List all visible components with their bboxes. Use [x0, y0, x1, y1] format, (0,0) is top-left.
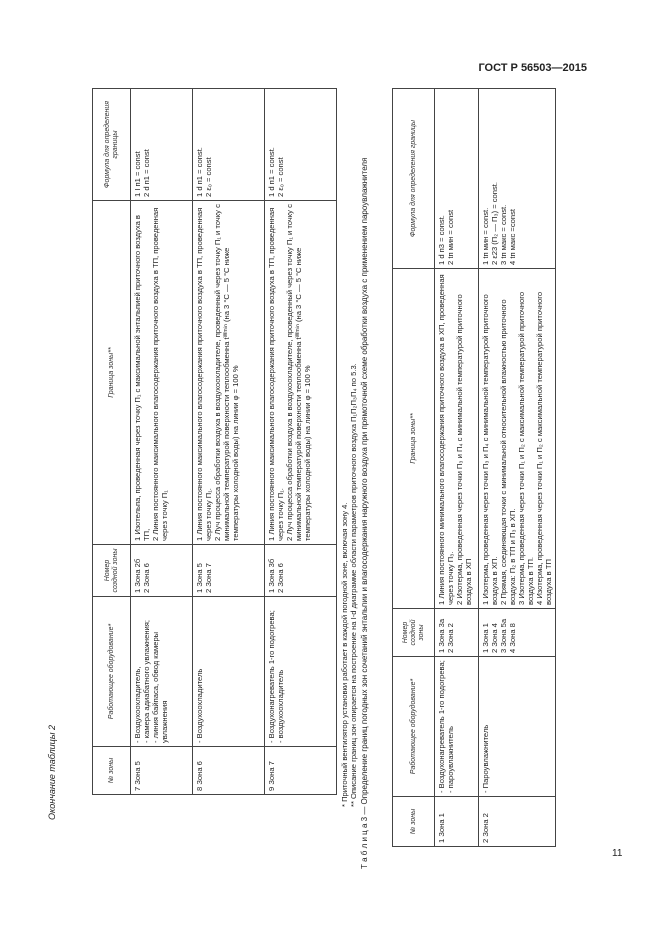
- table-row: [479, 89, 556, 847]
- subzone-line: 1 Зона 3а: [437, 618, 446, 653]
- border-line: 2 Прямая, соединяющая точки с минимальной относительной влажностью приточного воздуха: П₂ в ТП и П₃ в ХП.: [499, 299, 517, 605]
- formula-line: 1 d п1 = const.: [267, 147, 276, 197]
- col-header-zone: № зоны: [93, 747, 131, 795]
- subzone-line: 2 Зона 2: [446, 623, 455, 653]
- subzone-line: 1 Зона 5: [195, 563, 204, 593]
- page-number: 11: [612, 848, 623, 859]
- subzone-cell: [265, 545, 337, 597]
- border-line: 2 Изотерма, проведенная через точки П₃ и П₄ с минимальной температурой приточного воздуха в ХП: [455, 294, 473, 605]
- col-header-formula: Формула для определения границы: [93, 89, 131, 201]
- formula-line: 2 ε₀ = const: [204, 157, 213, 197]
- subzone-line: 2 Зона 4: [490, 623, 499, 653]
- border-line: 1 Линия постоянного минимального влагосодержания приточного воздуха в ХП, проведенная через точку П₃.: [437, 274, 455, 605]
- border-cell: [435, 269, 479, 609]
- subzone-cell: [131, 545, 193, 597]
- equipment-cell: [265, 597, 337, 747]
- equipment-line: - Воздухонагреватель 1-го подогрева;: [267, 610, 276, 743]
- col-header-equipment: Работающее оборудование*: [393, 657, 435, 797]
- equipment-cell: [479, 657, 556, 797]
- footnote: ** Описание границ зон опирается на построение на I-d диаграмме области параметров приточного воздуха П₁П₂П₃П₄ по 5.3.: [349, 363, 358, 807]
- subzone-line: 4 Зона 8: [508, 623, 517, 653]
- border-line: 1 Изотельпа, проведенная через точку П₁ с максимальной энтальпией приточного воздуха в ТП,: [133, 215, 151, 541]
- border-line: 4 Изотерма, проведенная через точки П₁ и П₂ с максимальной температурой приточного воздуха в ТП: [535, 291, 553, 605]
- equipment-line: - воздухоохладитель: [276, 669, 285, 743]
- border-cell: [479, 269, 556, 609]
- formula-line: 2 ε₀ = const: [276, 157, 285, 197]
- equipment-cell: [435, 657, 479, 797]
- col-header-formula: Формула для определения границы: [393, 89, 435, 269]
- subzone-line: 2 Зона 6: [142, 563, 151, 593]
- border-line: 2 Линия постоянного максимального влагосодержания приточного воздуха в ТП, проведенная через точку П₁: [151, 207, 169, 541]
- subzone-line: 1 Зона 1: [481, 623, 490, 653]
- border-cell: [265, 201, 337, 545]
- subzone-line: 2 Зона 6: [276, 563, 285, 593]
- equipment-line: - Воздухоохладитель,: [133, 666, 142, 743]
- col-header-equipment: Работающее оборудование*: [93, 597, 131, 747]
- table3: [392, 88, 556, 847]
- formula-line: 3 tп макс = const.: [499, 204, 508, 265]
- border-line: 1 Изотерма, проведенная через точки П₃ и П₄ с минимальной температурой приточного воздуха в ХП.: [481, 294, 499, 605]
- table3-caption-label: Т а б л и ц а 3: [360, 816, 369, 869]
- border-line: 1 Линия постоянного максимального влагосодержания приточного воздуха в ТП, проведенная через точку П₁.: [267, 207, 285, 541]
- formula-line: 1 I п1 = const: [133, 151, 142, 197]
- table3-header-row: [393, 89, 435, 847]
- formula-cell: [435, 89, 479, 269]
- table3-caption-text: — Определение границ погодных зон сочетаний энтальпии и влагосодержания наружного воздуха при прямоточной схеме обработки воздуха с применением пароувлажнителя: [360, 157, 369, 815]
- border-line: 1 Линия постоянного максимального влагосодержания приточного воздуха в ТП, проведенная через точку П₁.: [195, 207, 213, 541]
- formula-line: 1 d п1 = const.: [195, 147, 204, 197]
- subzone-line: 1 Зона 3б: [267, 558, 276, 593]
- equipment-cell: [131, 597, 193, 747]
- col-header-subzone: Номер создной зоны: [93, 545, 131, 597]
- col-header-border: Граница зоны**: [93, 201, 131, 545]
- table-row: [131, 89, 193, 795]
- document-header: ГОСТ Р 56503—2015: [478, 62, 587, 74]
- equipment-line: - Пароувлажнитель: [481, 724, 490, 793]
- formula-line: 1 tп мин = const.: [481, 207, 490, 265]
- border-line: 2 Луч процесса обработки воздуха в воздухоохладителе, проведенный через точку П₁ и точку с минимальной температурой поверхности теплообменна tᵂᵐⁱⁿ (на 3 °С — 5 °С ниже температуры холодной воды) на линии φ = 100 %: [285, 204, 312, 541]
- subzone-cell: [479, 609, 556, 657]
- equipment-cell: [193, 597, 265, 747]
- formula-cell: [479, 89, 556, 269]
- table2-header-row: [93, 89, 131, 795]
- formula-line: 4 tп макс =const: [508, 208, 517, 265]
- border-line: 3 Изотерма, проведенная через точки П₁ и П₂ с максимальной температурой приточного воздуха в ТП.: [517, 291, 535, 605]
- equipment-line: - Воздухонагреватель 1-го подогрева;: [437, 660, 446, 793]
- equipment-line: - линия байпаса, обвод камеры увлажнения: [151, 631, 169, 743]
- border-line: 2 Луч процесса обработки воздуха в воздухоохладителе, проведенный через точку П₁ и точку с минимальной температурой поверхности теплообменна tᵂᵐⁱⁿ (на 3 °С — 5 °С ниже температуры холодной воды) на линии φ = 100 %: [213, 204, 240, 541]
- equipment-line: - пароувлажнитель: [446, 726, 455, 793]
- table2-footnotes: [340, 363, 358, 807]
- col-header-border: Граница зоны**: [393, 269, 435, 609]
- formula-line: 2 ε23 (П₂ — П₃) = const.: [490, 181, 499, 265]
- table3-caption: [360, 79, 370, 869]
- equipment-line: - Воздухоохладитель: [195, 668, 204, 743]
- formula-line: 2 d п1 = const: [142, 149, 151, 197]
- subzone-line: 3 Зона 5а: [499, 618, 508, 653]
- border-cell: [131, 201, 193, 545]
- col-header-zone: № зоны: [393, 797, 435, 847]
- formula-cell: [131, 89, 193, 201]
- col-header-subzone: Номер создной зоны: [393, 609, 435, 657]
- zone-cell: 1 Зона 1: [435, 797, 479, 847]
- zone-cell: 9 Зона 7: [265, 747, 337, 795]
- formula-cell: [265, 89, 337, 201]
- zone-cell: 7 Зона 5: [131, 747, 193, 795]
- subzone-line: 1 Зона 2б: [133, 558, 142, 593]
- footnote: * Приточный вентилятор установки работает в каждой погодной зоне, включая зону 4.: [340, 502, 349, 807]
- formula-line: 2 tп мин = const: [446, 209, 455, 265]
- table-row: [193, 89, 265, 795]
- zone-cell: 2 Зона 2: [479, 797, 556, 847]
- subzone-line: 2 Зона 7: [204, 563, 213, 593]
- zone-cell: 8 Зона 6: [193, 747, 265, 795]
- table2: [92, 88, 337, 795]
- table2-continuation-title: Окончание таблицы 2: [47, 725, 57, 820]
- formula-line: 1 d п3 = const.: [437, 215, 446, 265]
- subzone-cell: [435, 609, 479, 657]
- subzone-cell: [193, 545, 265, 597]
- table-row: [265, 89, 337, 795]
- equipment-line: - камера адиабатного увлажнения;: [142, 620, 151, 743]
- table-row: [435, 89, 479, 847]
- border-cell: [193, 201, 265, 545]
- formula-cell: [193, 89, 265, 201]
